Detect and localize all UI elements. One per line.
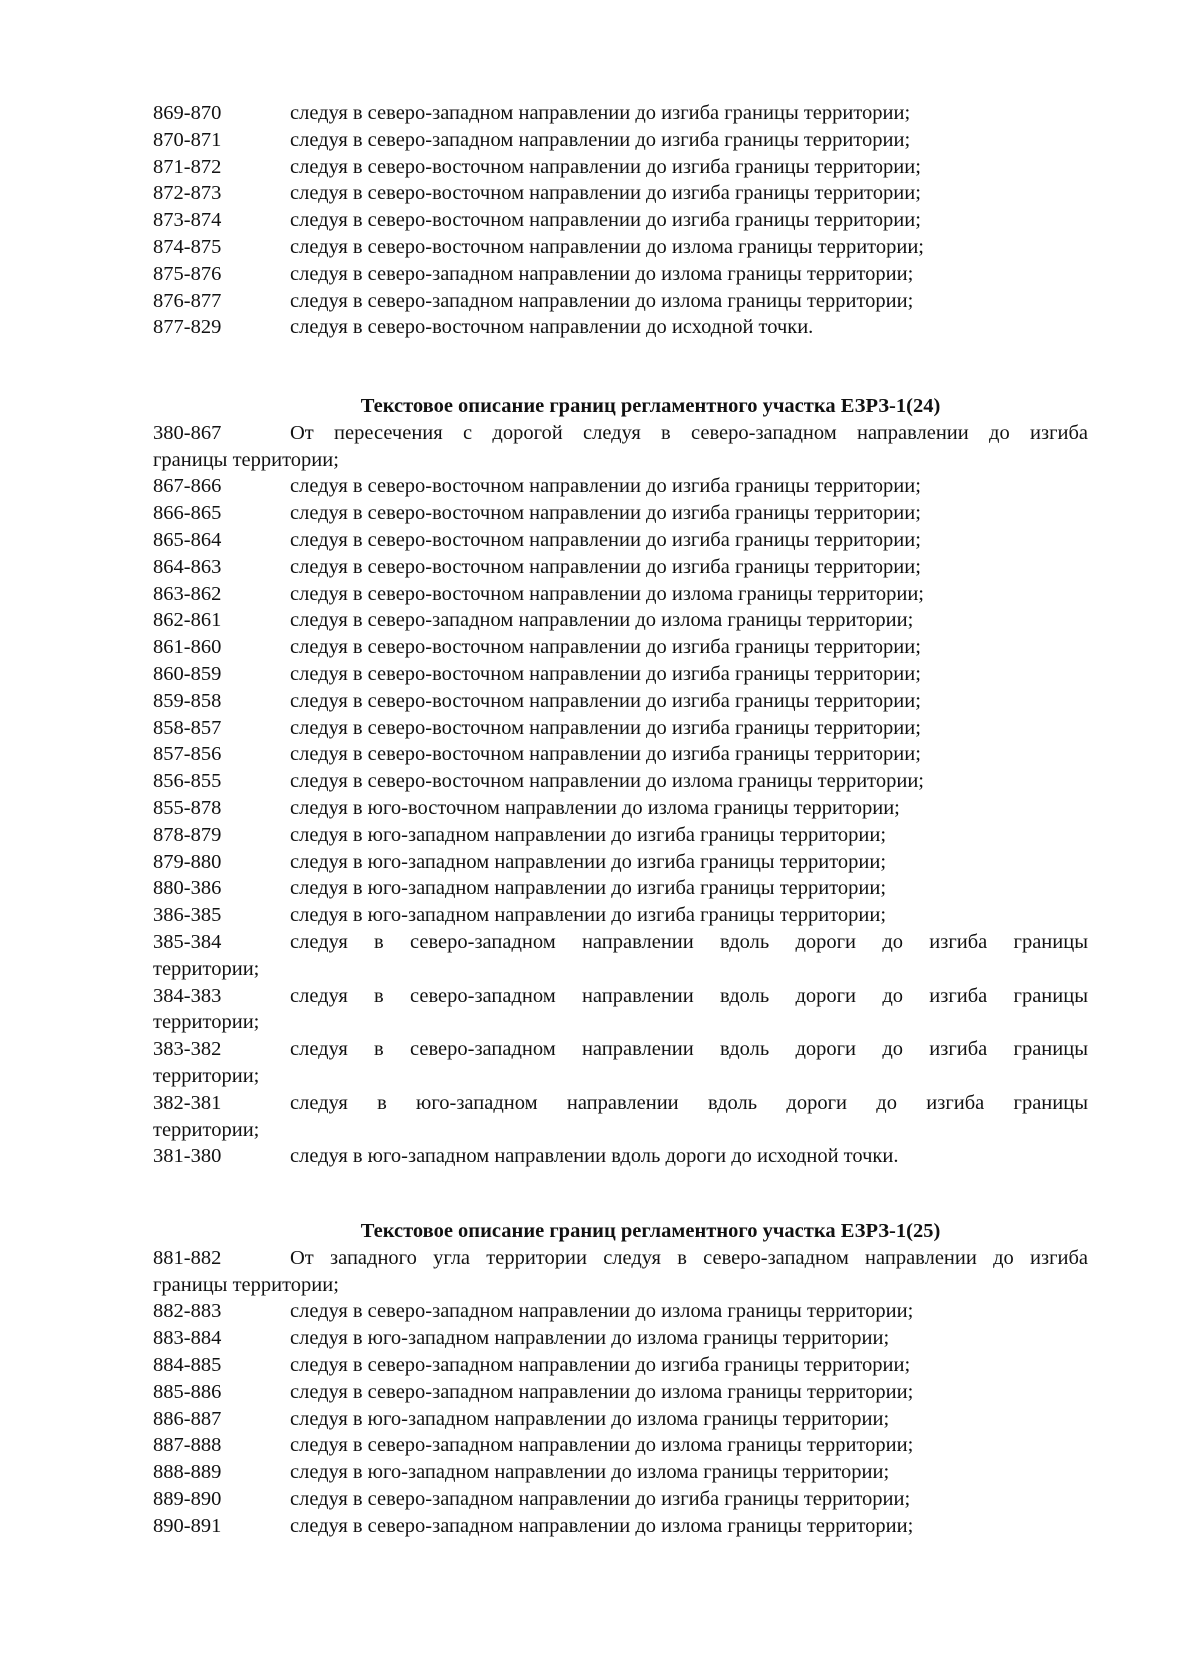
segment-description: следуя в юго-западном направлении вдоль дороги до исходной точки. <box>290 1145 899 1168</box>
segment-number: 886-887 <box>153 1407 222 1430</box>
segment-number: 383-382 <box>153 1038 222 1061</box>
segment-description: следуя в северо-западном направлении до излома границы территории; <box>290 1300 914 1323</box>
segment-number: 883-884 <box>153 1327 222 1350</box>
segment-description: следуя в северо-восточном направлении до изгиба границы территории; <box>290 662 921 685</box>
boundary-row <box>153 1090 1088 1117</box>
segment-number: 860-859 <box>153 662 222 685</box>
segment-number: 864-863 <box>153 555 222 578</box>
segment-number: 382-381 <box>153 1091 222 1114</box>
segment-continuation: территории; <box>153 1118 260 1141</box>
boundary-row <box>153 768 1088 795</box>
segment-number: 880-386 <box>153 877 222 900</box>
segment-description: следуя в северо-западном направлении вдоль дороги до изгиба границы <box>290 984 1088 1007</box>
segment-number: 884-885 <box>153 1353 222 1376</box>
boundary-row <box>153 154 1088 181</box>
segment-description: следуя в юго-западном направлении до изгиба границы территории; <box>290 823 887 846</box>
segment-description: следуя в северо-западном направлении до излома границы территории; <box>290 1380 914 1403</box>
segment-description: следуя в северо-западном направлении до изгиба границы территории; <box>290 102 911 124</box>
boundary-row <box>153 1513 1088 1540</box>
boundary-row <box>153 661 1088 688</box>
segment-number: 875-876 <box>153 262 222 285</box>
boundary-row <box>153 1406 1088 1433</box>
boundary-row <box>153 288 1088 315</box>
boundary-row <box>153 180 1088 207</box>
segment-number: 874-875 <box>153 235 222 258</box>
segment-description: следуя в северо-восточном направлении до изгиба границы территории; <box>290 743 921 766</box>
section-heading: Текстовое описание границ регламентного участка ЕЗРЗ-1(25) <box>360 1220 941 1242</box>
segment-number: 869-870 <box>153 102 222 124</box>
segment-number: 866-865 <box>153 502 222 525</box>
segment-number: 876-877 <box>153 289 222 312</box>
section-1 <box>153 100 1088 341</box>
segment-description: следуя в северо-западном направлении вдоль дороги до изгиба границы <box>290 930 1088 953</box>
boundary-row <box>153 929 1088 956</box>
segment-number: 859-858 <box>153 689 222 712</box>
segment-description: От пересечения с дорогой следуя в северо-западном направлении до изгиба <box>290 421 1088 444</box>
boundary-row <box>153 1352 1088 1379</box>
segment-number: 385-384 <box>153 930 222 953</box>
segment-description: следуя в юго-западном направлении вдоль дороги до изгиба границы <box>290 1091 1088 1114</box>
segment-number: 871-872 <box>153 155 222 178</box>
segment-description: следуя в северо-западном направлении до изгиба границы территории; <box>290 128 911 151</box>
segment-number: 855-878 <box>153 796 222 819</box>
boundary-row <box>153 741 1088 768</box>
segment-description: следуя в юго-западном направлении до изгиба границы территории; <box>290 877 887 900</box>
boundary-row <box>153 1245 1088 1272</box>
segment-description: следуя в северо-восточном направлении до изгиба границы территории; <box>290 209 921 232</box>
segment-number: 856-855 <box>153 770 222 793</box>
segment-description: следуя в юго-западном направлении до излома границы территории; <box>290 1327 890 1350</box>
boundary-row <box>153 607 1088 634</box>
boundary-row <box>153 1432 1088 1459</box>
segment-number: 857-856 <box>153 743 222 766</box>
segment-number: 862-861 <box>153 609 222 632</box>
boundary-row <box>153 234 1088 261</box>
boundary-row <box>153 527 1088 554</box>
segment-number: 384-383 <box>153 984 222 1007</box>
boundary-row <box>153 1325 1088 1352</box>
segment-number: 873-874 <box>153 209 222 232</box>
boundary-row <box>153 875 1088 902</box>
segment-continuation: территории; <box>153 1064 260 1087</box>
segment-number: 882-883 <box>153 1300 222 1323</box>
segment-description: следуя в северо-восточном направлении до изгиба границы территории; <box>290 716 921 739</box>
boundary-row <box>153 902 1088 929</box>
segment-description: следуя в северо-западном направлении до излома границы территории; <box>290 1514 914 1537</box>
segment-description: следуя в северо-восточном направлении до изгиба границы территории; <box>290 502 921 525</box>
boundary-row <box>153 983 1088 1010</box>
segment-continuation: территории; <box>153 1011 260 1034</box>
segment-number: 863-862 <box>153 582 222 605</box>
segment-continuation: границы территории; <box>153 448 339 471</box>
segment-number: 858-857 <box>153 716 222 739</box>
segment-description: следуя в северо-восточном направлении до излома границы территории; <box>290 235 924 258</box>
section-3 <box>153 1218 1088 1540</box>
section-heading: Текстовое описание границ регламентного участка ЕЗРЗ-1(24) <box>360 395 941 417</box>
boundary-row <box>153 688 1088 715</box>
section-2 <box>153 393 1088 1170</box>
boundary-row <box>153 420 1088 447</box>
segment-number: 861-860 <box>153 636 222 659</box>
boundary-row <box>153 500 1088 527</box>
boundary-row <box>153 314 1088 341</box>
segment-description: следуя в северо-восточном направлении до изгиба границы территории; <box>290 689 921 712</box>
boundary-row <box>153 1459 1088 1486</box>
segment-continuation: территории; <box>153 957 260 980</box>
segment-description: следуя в северо-западном направлении до изгиба границы территории; <box>290 1353 911 1376</box>
segment-description: следуя в северо-восточном направлении до изгиба границы территории; <box>290 636 921 659</box>
segment-number: 865-864 <box>153 528 222 551</box>
segment-number: 870-871 <box>153 128 222 151</box>
segment-number: 386-385 <box>153 904 222 927</box>
segment-number: 885-886 <box>153 1380 222 1403</box>
segment-number: 877-829 <box>153 316 222 339</box>
segment-description: следуя в юго-западном направлении до излома границы территории; <box>290 1407 890 1430</box>
boundary-row <box>153 554 1088 581</box>
segment-number: 878-879 <box>153 823 222 846</box>
segment-number: 881-882 <box>153 1246 222 1269</box>
segment-description: следуя в северо-восточном направлении до изгиба границы территории; <box>290 155 921 178</box>
segment-number: 888-889 <box>153 1461 222 1484</box>
segment-description: следуя в северо-западном направлении до излома границы территории; <box>290 1434 914 1457</box>
boundary-row <box>153 581 1088 608</box>
segment-description: следуя в северо-западном направлении до излома границы территории; <box>290 609 914 632</box>
segment-description: следуя в северо-восточном направлении до изгиба границы территории; <box>290 555 921 578</box>
boundary-row <box>153 1486 1088 1513</box>
boundary-row <box>153 261 1088 288</box>
segment-number: 879-880 <box>153 850 222 873</box>
boundary-row <box>153 849 1088 876</box>
segment-number: 890-891 <box>153 1514 222 1537</box>
boundary-row <box>153 1379 1088 1406</box>
segment-description: следуя в северо-восточном направлении до изгиба границы территории; <box>290 475 921 498</box>
segment-description: следуя в северо-восточном направлении до излома границы территории; <box>290 582 924 605</box>
boundary-row <box>153 1143 1088 1170</box>
segment-description: следуя в северо-восточном направлении до излома границы территории; <box>290 770 924 793</box>
segment-description: следуя в северо-западном направлении до изгиба границы территории; <box>290 1487 911 1510</box>
boundary-row <box>153 1298 1088 1325</box>
segment-description: следуя в северо-западном направлении до излома границы территории; <box>290 289 914 312</box>
segment-description: следуя в юго-западном направлении до изгиба границы территории; <box>290 904 887 927</box>
boundary-row <box>153 127 1088 154</box>
segment-description: следуя в юго-западном направлении до изгиба границы территории; <box>290 850 887 873</box>
segment-description: следуя в юго-восточном направлении до излома границы территории; <box>290 796 900 819</box>
segment-description: следуя в северо-западном направлении вдоль дороги до изгиба границы <box>290 1038 1088 1061</box>
segment-number: 380-867 <box>153 421 222 444</box>
boundary-row <box>153 715 1088 742</box>
segment-description: От западного угла территории следуя в северо-западном направлении до изгиба <box>290 1246 1088 1269</box>
boundary-row <box>153 822 1088 849</box>
segment-description: следуя в северо-восточном направлении до изгиба границы территории; <box>290 182 921 205</box>
segment-description: следуя в юго-западном направлении до излома границы территории; <box>290 1461 890 1484</box>
boundary-row <box>153 473 1088 500</box>
segment-description: следуя в северо-западном направлении до излома границы территории; <box>290 262 914 285</box>
segment-number: 872-873 <box>153 182 222 205</box>
segment-number: 889-890 <box>153 1487 222 1510</box>
boundary-row <box>153 795 1088 822</box>
boundary-row <box>153 100 1088 127</box>
boundary-row <box>153 207 1088 234</box>
segment-description: следуя в северо-восточном направлении до изгиба границы территории; <box>290 528 921 551</box>
segment-description: следуя в северо-восточном направлении до исходной точки. <box>290 316 814 339</box>
segment-number: 381-380 <box>153 1145 222 1168</box>
segment-continuation: границы территории; <box>153 1273 339 1296</box>
boundary-row <box>153 1036 1088 1063</box>
boundary-row <box>153 634 1088 661</box>
segment-number: 867-866 <box>153 475 222 498</box>
segment-number: 887-888 <box>153 1434 222 1457</box>
